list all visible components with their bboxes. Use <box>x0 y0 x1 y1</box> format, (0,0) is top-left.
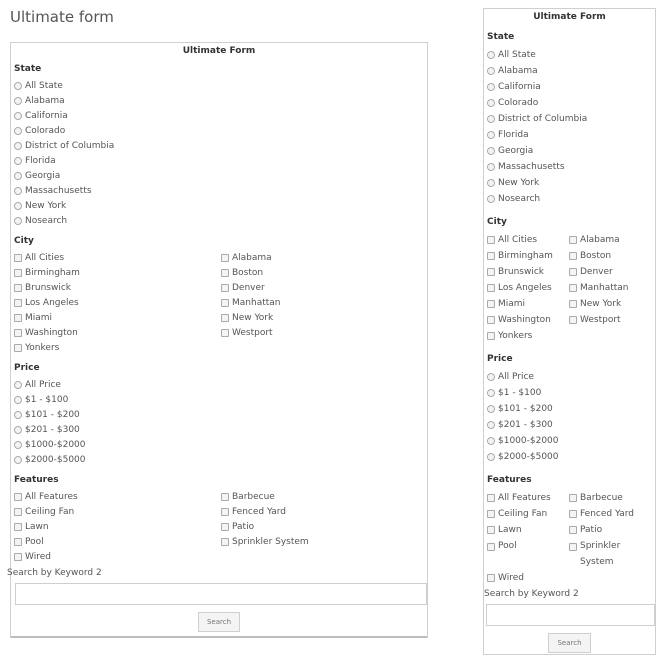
checkbox-icon[interactable] <box>487 268 495 276</box>
radio-icon[interactable] <box>14 172 22 180</box>
state-option[interactable]: California <box>484 79 655 95</box>
radio-icon[interactable] <box>14 127 22 135</box>
state-option[interactable]: All State <box>484 47 655 63</box>
radio-icon[interactable] <box>14 381 22 389</box>
radio-icon[interactable] <box>487 115 495 123</box>
radio-icon[interactable] <box>487 373 495 381</box>
radio-icon[interactable] <box>14 157 22 165</box>
city-option[interactable]: Westport <box>218 325 427 340</box>
feature-option[interactable]: Pool <box>484 538 566 570</box>
checkbox-icon[interactable] <box>221 493 229 501</box>
keyword-input[interactable] <box>15 583 427 605</box>
search-button[interactable]: Search <box>548 633 590 653</box>
keyword-label: Search by Keyword 2 <box>7 568 102 578</box>
state-option[interactable]: District of Columbia <box>11 138 427 153</box>
checkbox-icon[interactable] <box>487 284 495 292</box>
checkbox-icon[interactable] <box>487 526 495 534</box>
checkbox-icon[interactable] <box>569 494 577 502</box>
feature-option[interactable]: All Features <box>484 490 566 506</box>
radio-icon[interactable] <box>487 147 495 155</box>
checkbox-icon[interactable] <box>221 269 229 277</box>
checkbox-icon[interactable] <box>14 269 22 277</box>
checkbox-icon[interactable] <box>487 494 495 502</box>
checkbox-icon[interactable] <box>14 314 22 322</box>
state-option[interactable]: Alabama <box>484 63 655 79</box>
city-option[interactable]: Yonkers <box>484 328 566 344</box>
checkbox-icon[interactable] <box>14 329 22 337</box>
city-option[interactable]: Birmingham <box>11 265 218 280</box>
price-option[interactable]: All Price <box>484 369 655 385</box>
radio-icon[interactable] <box>487 195 495 203</box>
checkbox-icon[interactable] <box>221 523 229 531</box>
state-option[interactable]: Colorado <box>11 123 427 138</box>
feature-option[interactable]: Ceiling Fan <box>484 506 566 522</box>
checkbox-icon[interactable] <box>14 344 22 352</box>
radio-icon[interactable] <box>14 82 22 90</box>
checkbox-icon[interactable] <box>569 236 577 244</box>
city-label: City <box>487 217 507 227</box>
checkbox-icon[interactable] <box>14 523 22 531</box>
ultimate-form-wide <box>7 42 428 638</box>
radio-icon[interactable] <box>487 67 495 75</box>
state-option[interactable]: Nosearch <box>11 213 427 228</box>
price-option[interactable]: $2000-$5000 <box>484 449 655 465</box>
state-option[interactable]: Florida <box>11 153 427 168</box>
feature-option[interactable]: Wired <box>484 570 566 586</box>
checkbox-icon[interactable] <box>14 299 22 307</box>
state-label: State <box>14 64 42 74</box>
radio-icon[interactable] <box>487 421 495 429</box>
radio-icon[interactable] <box>487 405 495 413</box>
state-option[interactable]: California <box>11 108 427 123</box>
price-label: Price <box>14 363 40 373</box>
feature-option[interactable]: Barbecue <box>566 490 655 506</box>
city-option[interactable]: Washington <box>11 325 218 340</box>
price-label: Price <box>487 354 513 364</box>
checkbox-icon[interactable] <box>487 252 495 260</box>
state-option[interactable]: Colorado <box>484 95 655 111</box>
radio-icon[interactable] <box>14 112 22 120</box>
feature-option[interactable]: Lawn <box>484 522 566 538</box>
checkbox-icon[interactable] <box>487 332 495 340</box>
sprinkler-system-label: Sprinkler System <box>580 541 621 567</box>
state-option[interactable]: Alabama <box>11 93 427 108</box>
radio-icon[interactable] <box>487 453 495 461</box>
checkbox-icon[interactable] <box>487 543 495 551</box>
features-label: Features <box>487 475 532 485</box>
feature-option[interactable] <box>566 538 655 570</box>
keyword-input[interactable] <box>486 604 655 626</box>
price-option[interactable]: All Price <box>11 377 427 392</box>
price-option[interactable]: $201 - $300 <box>484 417 655 433</box>
price-option[interactable]: $101 - $200 <box>484 401 655 417</box>
city-option[interactable]: Alabama <box>566 232 655 248</box>
feature-option[interactable]: Ceiling Fan <box>11 504 218 519</box>
price-option[interactable]: $1000-$2000 <box>484 433 655 449</box>
form-title: Ultimate Form <box>533 12 606 22</box>
radio-icon[interactable] <box>487 99 495 107</box>
feature-option[interactable]: Fenced Yard <box>218 504 427 519</box>
checkbox-icon[interactable] <box>14 508 22 516</box>
checkbox-icon[interactable] <box>487 316 495 324</box>
checkbox-icon[interactable] <box>221 314 229 322</box>
search-button[interactable]: Search <box>198 612 240 632</box>
feature-option[interactable]: Patio <box>566 522 655 538</box>
city-option[interactable]: New York <box>218 310 427 325</box>
city-option[interactable]: All Cities <box>484 232 566 248</box>
city-option[interactable]: Denver <box>218 280 427 295</box>
city-option[interactable]: Brunswick <box>11 280 218 295</box>
radio-icon[interactable] <box>14 411 22 419</box>
state-option[interactable]: Georgia <box>11 168 427 183</box>
checkbox-icon[interactable] <box>569 510 577 518</box>
state-option[interactable]: All State <box>11 78 427 93</box>
checkbox-icon[interactable] <box>569 268 577 276</box>
city-option[interactable]: Birmingham <box>484 248 566 264</box>
feature-option[interactable]: Fenced Yard <box>566 506 655 522</box>
features-checkbox-group <box>11 489 427 564</box>
checkbox-icon[interactable] <box>487 574 495 582</box>
state-option[interactable]: Florida <box>484 127 655 143</box>
city-option[interactable]: All Cities <box>11 250 218 265</box>
state-radio-group <box>484 47 655 207</box>
state-option[interactable]: Nosearch <box>484 191 655 207</box>
feature-option[interactable]: Barbecue <box>218 489 427 504</box>
city-option[interactable]: Denver <box>566 264 655 280</box>
state-radio-group <box>11 78 427 228</box>
city-option[interactable]: Washington <box>484 312 566 328</box>
city-checkbox-group <box>11 250 427 355</box>
city-option[interactable]: Brunswick <box>484 264 566 280</box>
state-option[interactable]: New York <box>11 198 427 213</box>
checkbox-icon[interactable] <box>569 316 577 324</box>
city-option[interactable]: Westport <box>566 312 655 328</box>
checkbox-icon[interactable] <box>14 493 22 501</box>
city-option[interactable]: Boston <box>218 265 427 280</box>
price-option[interactable]: $101 - $200 <box>11 407 427 422</box>
checkbox-icon[interactable] <box>569 252 577 260</box>
checkbox-icon[interactable] <box>221 299 229 307</box>
radio-icon[interactable] <box>14 202 22 210</box>
radio-icon[interactable] <box>487 131 495 139</box>
checkbox-icon[interactable] <box>487 300 495 308</box>
state-option[interactable]: Massachusetts <box>484 159 655 175</box>
radio-icon[interactable] <box>14 187 22 195</box>
keyword-label: Search by Keyword 2 <box>484 589 579 599</box>
price-option[interactable]: $1 - $100 <box>11 392 427 407</box>
features-label: Features <box>14 475 59 485</box>
checkbox-icon[interactable] <box>221 538 229 546</box>
radio-icon[interactable] <box>14 456 22 464</box>
checkbox-icon[interactable] <box>221 329 229 337</box>
checkbox-icon[interactable] <box>14 553 22 561</box>
feature-option[interactable]: Sprinkler System <box>218 534 427 549</box>
city-option[interactable]: Miami <box>11 310 218 325</box>
city-option[interactable]: Miami <box>484 296 566 312</box>
city-label: City <box>14 236 34 246</box>
radio-icon[interactable] <box>487 163 495 171</box>
radio-icon[interactable] <box>14 441 22 449</box>
checkbox-icon[interactable] <box>221 254 229 262</box>
checkbox-icon[interactable] <box>14 254 22 262</box>
checkbox-icon[interactable] <box>569 300 577 308</box>
page-title: Ultimate form <box>10 8 114 26</box>
checkbox-icon[interactable] <box>487 510 495 518</box>
radio-icon[interactable] <box>14 217 22 225</box>
city-option[interactable]: Yonkers <box>11 340 218 355</box>
checkbox-icon[interactable] <box>14 538 22 546</box>
city-checkbox-group <box>484 232 655 344</box>
radio-icon[interactable] <box>14 426 22 434</box>
checkbox-icon[interactable] <box>221 284 229 292</box>
checkbox-icon[interactable] <box>569 526 577 534</box>
checkbox-icon[interactable] <box>487 236 495 244</box>
checkbox-icon[interactable] <box>569 543 577 551</box>
checkbox-icon[interactable] <box>14 284 22 292</box>
city-option[interactable]: Los Angeles <box>11 295 218 310</box>
feature-option[interactable]: Lawn <box>11 519 218 534</box>
price-option[interactable]: $2000-$5000 <box>11 452 427 467</box>
radio-icon[interactable] <box>14 97 22 105</box>
radio-icon[interactable] <box>14 396 22 404</box>
city-option[interactable]: Manhattan <box>218 295 427 310</box>
price-radio-group <box>11 377 427 467</box>
ultimate-form-narrow <box>483 8 656 655</box>
radio-icon[interactable] <box>487 179 495 187</box>
city-option[interactable]: Boston <box>566 248 655 264</box>
radio-icon[interactable] <box>487 51 495 59</box>
feature-option[interactable]: Wired <box>11 549 218 564</box>
form-title: Ultimate Form <box>182 46 256 56</box>
state-option[interactable]: Georgia <box>484 143 655 159</box>
radio-icon[interactable] <box>487 437 495 445</box>
features-checkbox-group <box>484 490 655 586</box>
state-option[interactable]: District of Columbia <box>484 111 655 127</box>
feature-option[interactable]: Patio <box>218 519 427 534</box>
price-option[interactable]: $201 - $300 <box>11 422 427 437</box>
radio-icon[interactable] <box>487 83 495 91</box>
checkbox-icon[interactable] <box>569 284 577 292</box>
checkbox-icon[interactable] <box>221 508 229 516</box>
price-option[interactable]: $1 - $100 <box>484 385 655 401</box>
radio-icon[interactable] <box>487 389 495 397</box>
state-option[interactable]: New York <box>484 175 655 191</box>
city-option[interactable]: Manhattan <box>566 280 655 296</box>
radio-icon[interactable] <box>14 142 22 150</box>
city-option[interactable]: Los Angeles <box>484 280 566 296</box>
price-radio-group <box>484 369 655 465</box>
price-option[interactable]: $1000-$2000 <box>11 437 427 452</box>
state-option[interactable]: Massachusetts <box>11 183 427 198</box>
state-label: State <box>487 32 515 42</box>
city-option[interactable]: Alabama <box>218 250 427 265</box>
city-option[interactable]: New York <box>566 296 655 312</box>
feature-option[interactable]: All Features <box>11 489 218 504</box>
feature-option[interactable]: Pool <box>11 534 218 549</box>
